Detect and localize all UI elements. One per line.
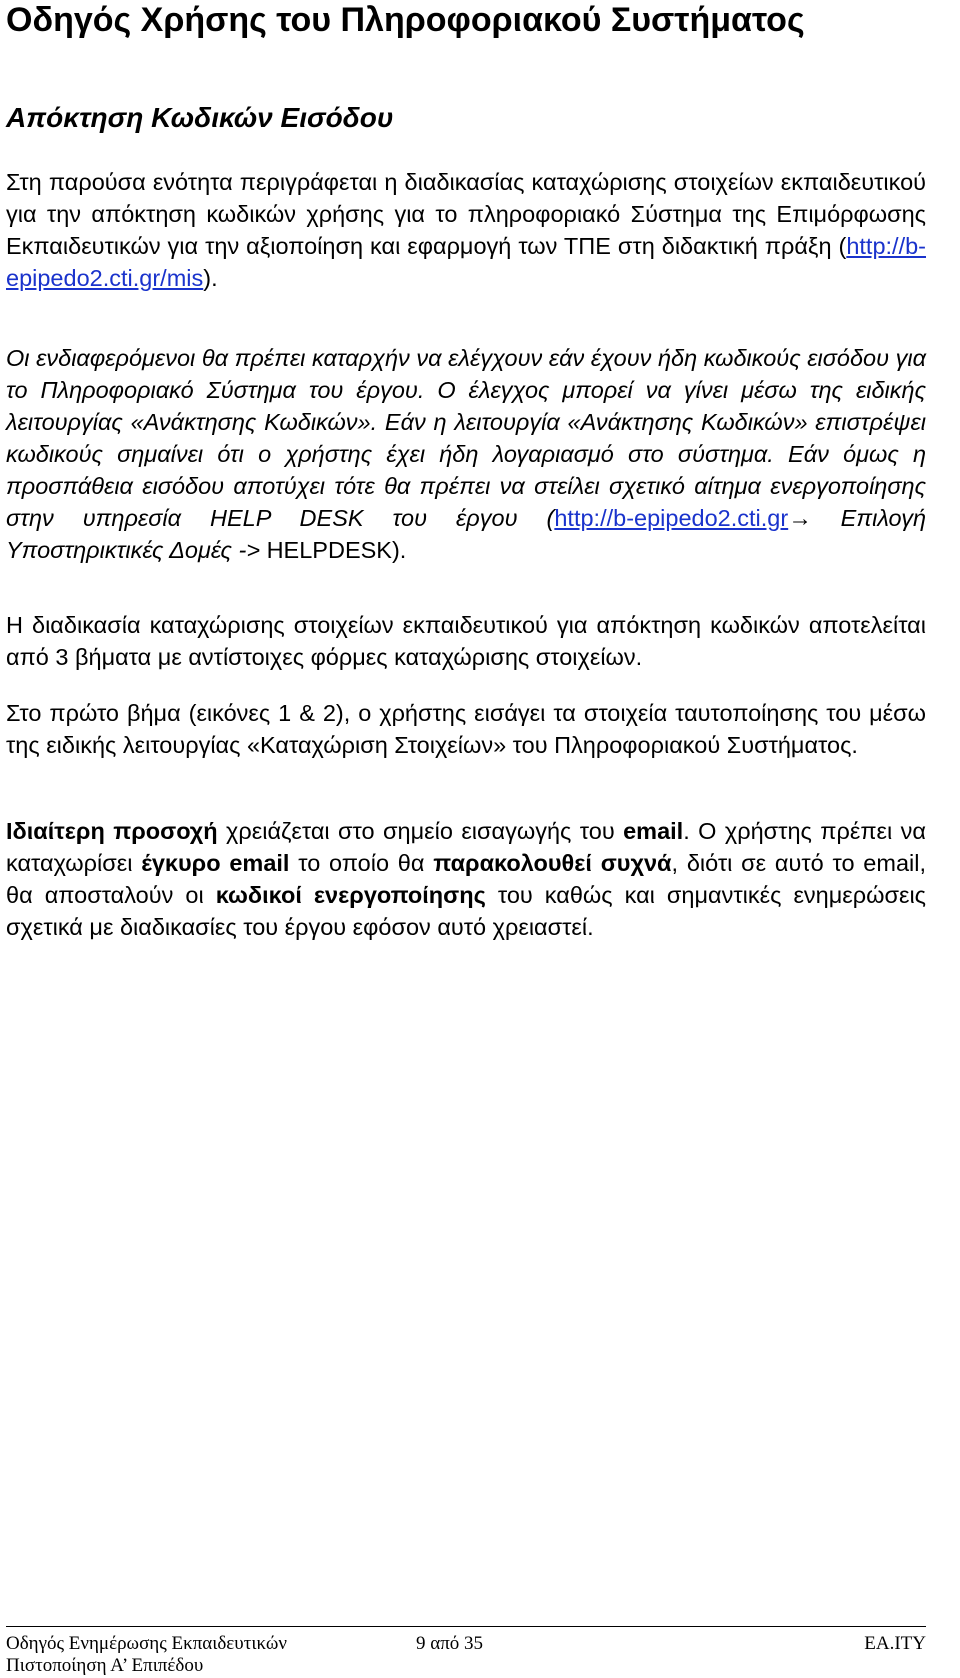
email-warning-text-3: το οποίο θα (289, 850, 434, 876)
valid-email-emphasis: έγκυρο email (141, 850, 290, 876)
intro-text-end: ). (203, 265, 218, 291)
arrow-glyph: → (788, 505, 812, 531)
monitor-often-emphasis: παρακολουθεί συχνά (433, 850, 672, 876)
existing-codes-text-2: Επιλογή Υποστηρικτικές Δομές -> (6, 505, 926, 563)
footer-guide-name: Οδηγός Ενημέρωσης Εκπαιδευτικών (6, 1633, 287, 1654)
existing-codes-text-3: HELPDESK). (266, 537, 407, 563)
intro-text: Στη παρούσα ενότητα περιγράφεται η διαδικασίας καταχώρισης στοιχείων εκπαιδευτικού για την απόκτηση κωδικών χρήσης για το πληροφοριακό Σύστημα της Επιμόρφωσης Εκπαιδευτικών για την αξιοποίηση και εφαρμογή των ΤΠΕ στη διδακτική πράξη ( (6, 169, 926, 259)
portal-link[interactable]: http://b-epipedo2.cti.gr (554, 505, 789, 531)
footer-certification: Πιστοποίηση Α’ Επιπέδου (6, 1655, 204, 1676)
activation-codes-emphasis: κωδικοί ενεργοποίησης (215, 882, 486, 908)
email-warning-text-1: χρειάζεται στο σημείο εισαγωγής του (217, 818, 624, 844)
footer-organization: ΕΑ.ΙΤΥ (864, 1633, 926, 1654)
email-warning-text-4: , διότι σε αυτό το email, θα αποσταλούν οι (6, 850, 926, 908)
email-warning-text-5: του καθώς και σημαντικές ενημερώσεις σχετικά με διαδικασίες του έργου εφόσον αυτό χρειαστεί. (6, 882, 927, 940)
first-step-paragraph: Στο πρώτο βήμα (εικόνες 1 & 2), ο χρήστης εισάγει τα στοιχεία ταυτοποίησης του μέσω της ειδικής λειτουργίας «Καταχώριση Στοιχείων» του Πληροφοριακού Συστήματος. (6, 700, 926, 758)
footer-page-number: 9 από 35 (416, 1633, 484, 1654)
intro-paragraph (6, 166, 926, 294)
mis-link[interactable]: http://b-epipedo2.cti.gr/mis (6, 233, 926, 291)
footer-divider (6, 1626, 926, 1627)
existing-codes-text: Οι ενδιαφερόμενοι θα πρέπει καταρχήν να ελέγχουν εάν έχουν ήδη κωδικούς εισόδου για το Πληροφοριακό Σύστημα του έργου. Ο έλεγχος μπορεί να γίνει μέσω της ειδικής λειτουργίας «Ανάκτησης Κωδικών». Εάν η λειτουργία «Ανάκτησης Κωδικών» επιστρέψει κωδικούς σημαίνει ότι ο χρήστης έχει ήδη λογαριασμό στο σύστημα. Εάν όμως η προσπάθεια εισόδου αποτύχει τότε θα πρέπει να στείλει σχετικό αίτημα ενεργοποίησης στην υπηρεσία HELP DESK του έργου ( (6, 345, 926, 531)
email-warning-paragraph (6, 815, 926, 943)
document-title: Οδηγός Χρήσης του Πληροφοριακού Συστήματος (6, 1, 805, 39)
email-warning-text-2: . Ο χρήστης πρέπει να καταχωρίσει (6, 818, 927, 876)
special-attention: Ιδιαίτερη προσοχή (6, 818, 218, 844)
steps-paragraph: Η διαδικασία καταχώρισης στοιχείων εκπαιδευτικού για απόκτηση κωδικών αποτελείται από 3 βήματα με αντίστοιχες φόρμες καταχώρισης στοιχείων. (6, 612, 926, 670)
section-title: Απόκτηση Κωδικών Εισόδου (6, 102, 394, 133)
email-emphasis: email (623, 818, 684, 844)
existing-codes-paragraph (6, 342, 926, 566)
